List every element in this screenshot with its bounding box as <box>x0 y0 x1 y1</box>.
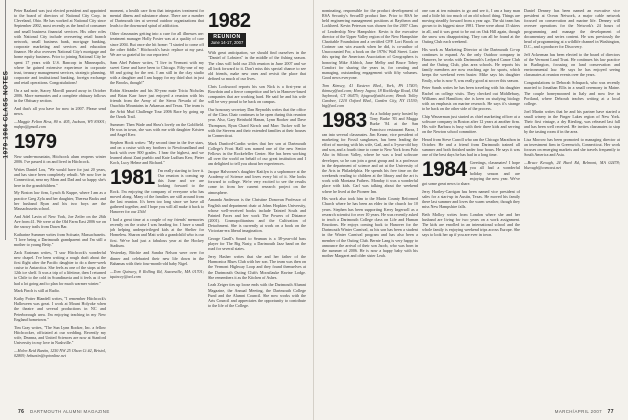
note-paragraph: Jerry Hartley-Carrigan has been named vice president of sales for a start-up in Austin, Texas. He moved his family there last summer and loves the warm weather, though they miss New Hampshire falls. <box>422 188 520 210</box>
note-paragraph: Yesterday, Ritchie and Sandra Nelson were over for dinner and celebrated their new life down in the Bahamas with their four-month-old baby Nigel. <box>110 250 204 266</box>
class-secretary-signature: —Helen Reid Buntin, 1250 NW 25 Olson Ct #2, Bristol, 02809; hrbuntin@optonline.net <box>14 347 106 358</box>
note-paragraph: On a sad note, Stacey Morrill passed away in October 2006. More memories and a complete obituary follows in the Obituary section. <box>14 87 106 104</box>
note-paragraph: Heard from Steve Carroll who ran the Chicago Marathon in October. He and a friend from Dartmouth trained all summer and both finished under four hours. He says it was one of the best days he has had in a long time. <box>422 136 520 158</box>
note-paragraph: My Boston law firm, Lynch & Kuppe, where I am as a practice Greg Zyla and her daughter, Theresa Backs and her husband Ryan and his two boys are the Massachusetts school. <box>14 190 106 211</box>
page-number: 76 <box>18 409 25 415</box>
note-paragraph: Congratulations to Deborah Schupack, who was recently married to Jonathan Ellis in a small ceremony in Maine. The couple honeymooned in Italy and now live in Portland, where Deborah teaches writing at a local college. <box>524 80 620 106</box>
note-paragraph: Jeff Ackerman has been elected to the board of directors of the Vermont Land Trust. He continues his law practice in Burlington, focusing on land conservation and environmental law. He says he has enjoyed seeing classmates at reunion events over the years. <box>524 51 620 78</box>
vertical-section-tab <box>2 0 11 240</box>
right-column-2 <box>422 8 520 406</box>
section-tab-label: 1979-1984 CLASS NOTES <box>2 70 10 159</box>
note-paragraph: Mark Dunford-Cardin writes that her son at Dartmouth College's Frost Hall was named one of the new Senior Fellows in the Rockefeller Center. She has been working all over the world on behalf of our great institution and I am delighted to tell you about her experiences. <box>208 140 306 167</box>
note-paragraph: Lisa Morrow has been promoted to managing director at an investment firm in Greenwich, Connecticut. Her work focuses on emerging markets and she travels frequently to South America and Asia. <box>524 136 620 158</box>
note-paragraph: Chris Lockwood reports his son Nick is a first-year at Bowdoin and a fierce competitor and he's in Hanover-based companies that are working hard. He said he and his wife will be very proud to be back on campus. <box>208 83 306 105</box>
note-paragraph: New under-mountain, Hitchcock alum reopens winter 2006. I've passed it on and lived in Hitchcock. <box>14 154 106 165</box>
note-paragraph: one can at ten minutes to go and see it, I am a busy man and a little bit too much of an old school thing. Things are moving steadily forward from a year ago. The ski team has grown to its biggest since 1981. There were about 15 skiers in all, and it was great to be out on Oak Hill again, though the snow was disappointing. They can all be found at the Outing Club each weekend. <box>422 8 520 44</box>
right-column-1 <box>322 8 418 406</box>
publication-title: DARTMOUTH ALUMNI MAGAZINE <box>30 409 110 414</box>
class-year-heading: 1984 <box>422 158 467 182</box>
note-paragraph: Robin Alexander and his 30-year mate Tricia Nicholas and Brian Karr have just enjoyed a reunion with his friends from the Army of the Sierra Nevada of the Ouachita Mountains in Arkansas and Texas. The team is the Arbit Mud Challenge Tour 2006 Race by going up the Ozark Trail. <box>110 87 204 119</box>
note-paragraph: Sam Abel Palmer writes, "I live in Vermont with my sweet Gene and have been to Chicago. Fifty-one of my 60 and going for the rest. I am still in the clay studio with a daughter and I am happy for my third shot in just the Brooks, though!" <box>110 59 204 86</box>
note-paragraph: With great anticipation, we should find ourselves in the "Daniel of Lobsters" in the middle of the fishing season. The class will hold our 25th reunion in June 2007 and we all look forward to it. Don't miss this special chance to see old friends, make new ones and revisit the place that defined so much of our lives. <box>208 50 306 82</box>
right-page-footer <box>555 409 618 417</box>
reunion-badge <box>208 33 246 47</box>
note-paragraph: His work as Marketing Director at the Dartmouth Co-op continues to expand. As the only Outdoor company in Hanover, he works with Dartmouth's Ledyard Canoe Club and the Outing Club, plus area schools. He reports his family members are now reaching age for sports, which keeps the weekend even busier. Mike says his daughter Emily, who is now 9, was really good at soccer this season. <box>422 46 520 83</box>
note-paragraph: I had a great time at a couple of my friends' memories recently on the cruise I was heading for. I have a small job helping underprivileged kids at the Shelter for Homeless. Sharon and Matt with a grandchild who is our first. We've had just a fabulous year at the Hockey Stadium. <box>110 216 204 248</box>
note-paragraph: Jerry Hasher writes that she and her father of the Harmonica Blues Club with her son. The team was then on the Vermont Highway Loop and they found themselves at the Dartmouth Outing Club's Moosilauke Ravine Lodge. She remembers it as the Kitchen of Ashes. <box>208 254 306 280</box>
note-paragraph: Other classmates getting into a cure for all illnesses are: treatment manager Holly Foster was at a quality of care since 2004. But once she hit home: "I started to come off the other fiddle." Hitchcock's basic replace at my past. We are so grateful for our reporters! <box>110 31 204 57</box>
class-year-heading: 1983 <box>322 109 367 133</box>
note-paragraph: As a holiday party hosted by Tony Burke '83 and Mugga Burke '84 at the San Francisco restaurant Barra, I ran into several classmates. Jim Keane, vice president of marketing for Fossil sunglasses, has been leading the effort of moving with his wife, Gail, and a 3-year-old boy and son, and a fourth time to come to New York from Palo Alto in Silicon Valley, where he was a lead software developer, so he can join a great group and is a professor in the department of science and art at the University of the Arts in Philadelphia. He spends his free time on the weekends reading to children at the library and the art is work with Montana Fathers. Monday it was a wonderful place with kids. Carl was talking about the weekend where he lived at the Pioneer Inn. <box>322 111 418 194</box>
note-paragraph: nominating, responsible for the product development of RSA Security's SecurID product line. Prior to RSA he held engineering management positions at Raytheon and Lockheed. Kevin Peterson was chosen for the 2007 Class of Leadership New Hampshire. Kevin is the executive director of the Upper Valley region of the New Hampshire Charitable Foundation and a certified CFP. Lori Brook or Corimer can win awards when he did, is co-author of Unaccounted For, a book on the 1970s' Wall Street. Later this spring the American Association of Geographers is honoring Mike Aldrich, Jane Melby and Bruce Tobey Comfort for sharing the years in, for creating and managing, outstanding engagement with fifty volumes. Good news everyone. <box>322 8 418 81</box>
note-paragraph: His work also took him to the Marin County Reformed Church where he has been an elder in the church for 10 years. Stephen has been supporting Kerry Ingersoll as a research scientist for over 10 years. He was recently asked to teach a Dartmouth College class on Life and Human Emotions. He enjoys coming back to Hanover for the Dartmouth Winter Carnival, as his son has been a student in the Winter Carnival program and has also been a member of the Outing Club. Bernie Lang is very happy to announce the arrival of their son Jacob, who was born in the summer of 2006. He is now a happy baby with his mother Margaret and older sister Leah. <box>322 196 418 258</box>
class-secretary-signature: —Bruce Keough, 24 Hurd Rd, Belmont, MA 02478; bkeough@comcast.net <box>524 160 620 171</box>
note-paragraph: Peter Raaland was just elected president and appointed to the board of directors of National City Corp. in Cleveland, Ohio. He has worked at National City since September 2002, most recently as the head of consumer and small business financial services. His other roles with National City include overseeing retail branch network, small business bank, mortgage banking, corporate marketing and services and education finance. He also oversees National City's mortgage and home equity business. Prior to joining National City he spent 17 years with U.S. Bancorp in Minneapolis, where he gained extensive experience in corporate trust, treasury management services, strategic planning, corporate and institutional banking, foreign exchange and retail operations. Congratulations! <box>14 8 106 86</box>
page-number: 77 <box>607 409 614 415</box>
note-paragraph: Katharine Summer writes from Scituate, Massachusetts. "I love being a Dartmouth grandparent and I'm still a mother to young Betty." <box>14 231 106 247</box>
note-paragraph: Leah Zeiger ties up loose ends with the Dartmouth Alumni Magazine, the Annual Meeting, the Dartmouth College Fund and the Alumni Council. She now works with the Arts Council and appreciates the opportunity to contribute to the life of the College. <box>208 282 306 309</box>
right-page <box>314 0 628 420</box>
note-paragraph: And Adel Lavin of New York, Joe Zeiler on the 26th Ave from 41. We were at the Old Farm East 2006 we on the snowy trails from Dawn Bar. <box>14 213 106 229</box>
left-column-2 <box>110 8 204 406</box>
left-page-footer <box>14 409 110 417</box>
note-paragraph: Joel Martin writes that he and his partner have started a small winery in the Finger Lakes region of New York. Their first vintage, a dry Riesling, was released last fall and has been well received. He invites classmates to stop by the tasting room if in the area. <box>524 108 620 135</box>
note-paragraph: moment, a health care firm that integrates treatment for mental illness and substance abuse. There are a number of Dartmouth ties at several outdoor organizations that leads to the downward spiral of addiction. <box>110 8 204 29</box>
class-year-heading: 1981 <box>110 165 155 189</box>
note-paragraph: Jacque Halvorsen's daughter Kaitlyn is a sophomore at the Academy of Science and loves every bit of it. She looks forward to college. We're very excited to see the results come in from her current research project on the atmosphere. <box>208 168 306 195</box>
note-paragraph: Mark Finch is still at Radio. <box>14 288 60 294</box>
note-paragraph: Greetings, classmates! I hope you all had a wonderful holiday season and are enjoying the new year. We've got some great news to share. <box>422 160 520 186</box>
class-secretary-signature: —Maggie Felton Hess, 80 n. 405, Jackson, WY 83001; mqhpx@gmail.com <box>14 118 106 130</box>
note-paragraph: Beth Molloy writes from London where she and her husband are living for two years on a work assignment. The kids are enrolled in an international school and the whole family is enjoying weekend trips across Europe. She says to look her up if you are ever in town. <box>422 211 520 238</box>
note-paragraph: I'm really starting to love it. Our reunion is coming up this June and we are looking forward to the Rock. I'm enjoying the company of everyone who has moved along. Many of the families are still around from the last reunion. It's been too long since we have all gathered together, and I hope you will all make it back to Hanover for our 25th! <box>110 167 204 215</box>
reunion-dates: June 14-17, 2007 <box>210 40 244 46</box>
class-year-heading: 1979 <box>14 131 57 154</box>
note-paragraph: Daniel Denney has been named an executive vice president at Ocean Network, a major cable network focused on conservation and marine life. Denney will oversee operations for the Network's 24 hours of programming and manage the development of documentary and series content. He was previously the head of programming at a wildlife channel in Washington, D.C., and a producer for Discovery. <box>524 8 620 50</box>
note-paragraph: And that's all you have for now in 2007. Please send news. <box>14 106 106 117</box>
reunion-title: REUNION <box>213 34 241 40</box>
class-year-heading: 1982 <box>208 10 251 32</box>
note-paragraph: Stephen Hook writes: "My second time in the five stars, and on a cruise with my brothers to Newfoundland and back with over 800 grades. I hear the highest, and we learned about Zuni pueblo and Kate Ludlum Kerr, Pieter Koch, Lucy Helme and Richard." <box>110 139 204 166</box>
note-paragraph: Summer: Then Wade and Shea's lovely on the Goldfield. He was in town, she was with me with daughter Kristen and Angel Kerr. <box>110 121 204 137</box>
note-paragraph: Tim Gray writes, "The Sun Lynn Rooker, Inc. a fellow Hitchcocker, officiated at our wedding. Recently my wife, Deanna, and United Sciences are now at Stanford University in my love in Nashville." <box>14 324 106 345</box>
issue-date: MARCH/APRIL 2007 <box>554 409 602 414</box>
note-paragraph: Our honorary secretary Dan Reynolds writes that the office of the Class Chair continues to be open during this reunion year. Also, Gary Reinhold Hanan, Lynn Rooker and Dave Thompson, Ryan Chard Kirsch and Marc Tucker will be with the Stevens and their extended families at their houses in Connecticut. <box>208 107 306 138</box>
note-paragraph: Amanda Anderson is the Christine Donovan Professor of English and department chair at Johns Hopkins University, whose well-received books include Tainted Souls and Painted Faces and her work The Powers of Distance (2001). Cosmopolitanism and the Cultivation of Detachment. She is currently at work on a book on the Victorian-era liberal imagination. <box>208 197 306 234</box>
left-column-1 <box>14 8 106 406</box>
right-column-3 <box>524 8 620 406</box>
class-secretary-signature: Tom Kimsey, 41 Eastern Blvd., York, PA 17403; tkimsey@aol.com; Henry Jagow, 18 Rockledge Road, Old Saybrook, CT 06475; hjagow@attbi.com; Brook Tolley Gardner, 1210 Oxford Blvd., Garden City, NY 11530; btg@aol.com <box>322 82 418 109</box>
class-secretary-signature: —Tom Quincey, 8 Rolling Rd, Saxonville, MA 01701; tquincey@aol.com <box>110 268 204 279</box>
note-paragraph: George Gnall's Sound to Seaman is a 38-year-old bass player for The Big Nasty, a Dartmouth Jazz band on the road for several states. <box>208 236 306 252</box>
note-paragraph: Writes Daniel Lou, "We would have for just 20 years, and has since been completely rebuilt. We now live in Connecticut, near my Mom and Dad and so happy she's here in the grandchildren." <box>14 167 106 188</box>
note-paragraph: Chip Wasserman just started as chief marketing officer at a software company in Boston after 12 years at another firm. His wife Barbara is busy with their three kids and serving on the Newton school committee. <box>422 113 520 135</box>
left-column-3 <box>208 8 306 406</box>
note-paragraph: Zack Eastman writes, "I saw Hitchcock's wonderful new chapel. I've been writing a rough draft about the first flight after the Pacific daughter to do a three-week cruise to Antarctica. She feels as one of the stops at the 12th ice shelf. It was a trip of a lifetime, then I returned to Chile to the cold in Scandinavia and it feels as if we had a lot going and to plan for much warmer winter." <box>14 249 106 286</box>
note-paragraph: Peter Sands writes he has been traveling with his daughter Rachel on college visits. They checked out Middlebury, Williams and Hamilton; she is keen on studying biology with an emphasis on marine research. He says it's strange to be back on the other side of the process. <box>422 85 520 111</box>
note-paragraph: Kathy Potter Blandell writes, "I remember Hitchcock's Halloween was great. I work at Mount Holyoke when the theatre and several productions in NC and Peterborough area. I'm enjoying teaching in my New England hometown." <box>14 296 106 322</box>
